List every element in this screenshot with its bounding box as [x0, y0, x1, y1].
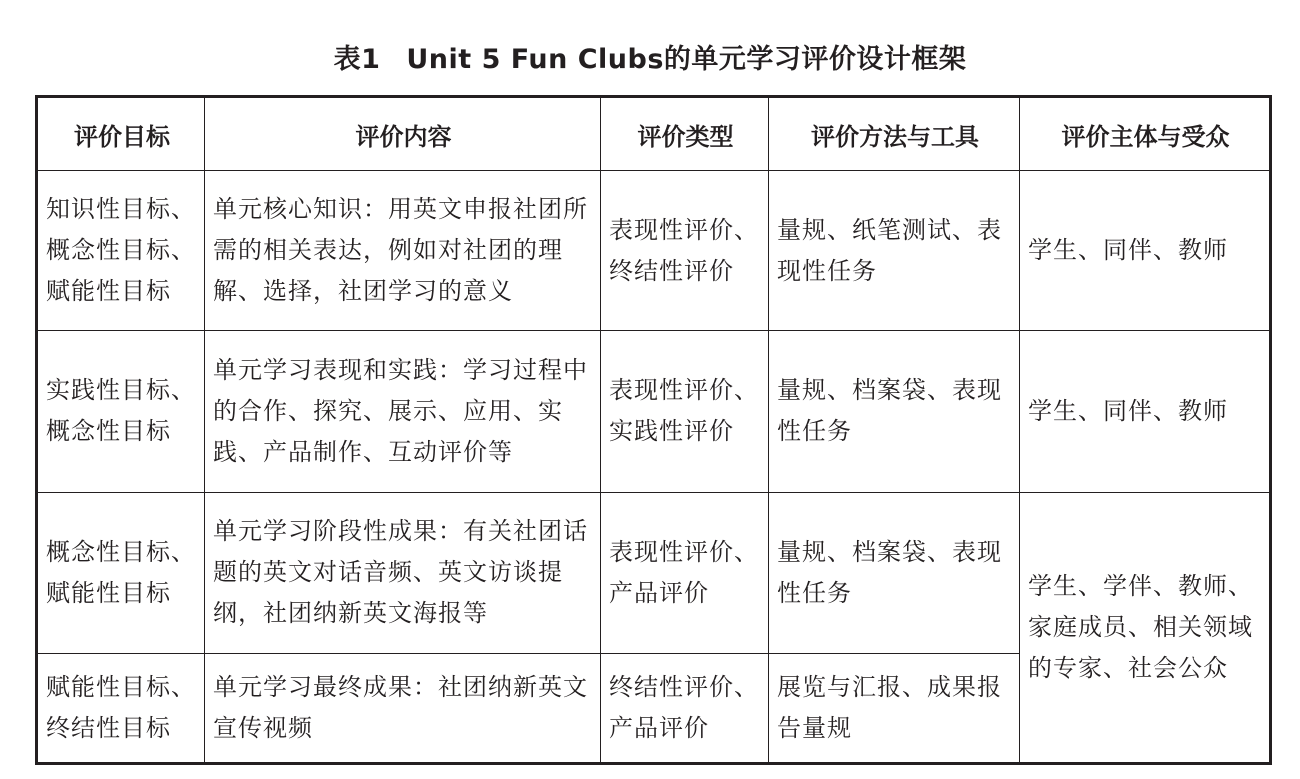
cell-type: 表现性评价、实践性评价 [601, 331, 769, 492]
cell-method: 展览与汇报、成果报告量规 [769, 653, 1020, 763]
header-subject: 评价主体与受众 [1020, 97, 1271, 171]
header-goal: 评价目标 [37, 97, 205, 171]
cell-content: 单元学习表现和实践：学习过程中的合作、探究、展示、应用、实践、产品制作、互动评价等 [205, 331, 601, 492]
evaluation-framework-table [35, 95, 1272, 765]
table-row [37, 331, 1271, 492]
table-caption [0, 40, 1300, 80]
cell-type: 表现性评价、产品评价 [601, 492, 769, 653]
cell-subject: 学生、同伴、教师 [1020, 171, 1271, 331]
cell-subject: 学生、同伴、教师 [1020, 331, 1271, 492]
cell-goal: 实践性目标、概念性目标 [37, 331, 205, 492]
cell-content: 单元核心知识：用英文申报社团所需的相关表达，例如对社团的理解、选择，社团学习的意义 [205, 171, 601, 331]
cell-goal: 概念性目标、赋能性目标 [37, 492, 205, 653]
cell-type: 表现性评价、终结性评价 [601, 171, 769, 331]
table-title: Unit 5 Fun Clubs的单元学习评价设计框架 [406, 44, 967, 75]
cell-goal: 知识性目标、概念性目标、赋能性目标 [37, 171, 205, 331]
cell-goal: 赋能性目标、终结性目标 [37, 653, 205, 763]
header-method: 评价方法与工具 [769, 97, 1020, 171]
cell-method: 量规、档案袋、表现性任务 [769, 331, 1020, 492]
cell-method: 量规、档案袋、表现性任务 [769, 492, 1020, 653]
cell-content: 单元学习阶段性成果：有关社团话题的英文对话音频、英文访谈提纲，社团纳新英文海报等 [205, 492, 601, 653]
table-number: 表1 [333, 44, 381, 75]
header-content: 评价内容 [205, 97, 601, 171]
cell-subject-merged: 学生、学伴、教师、家庭成员、相关领域的专家、社会公众 [1020, 492, 1271, 763]
cell-type: 终结性评价、产品评价 [601, 653, 769, 763]
cell-content: 单元学习最终成果：社团纳新英文宣传视频 [205, 653, 601, 763]
table-row [37, 171, 1271, 331]
cell-method: 量规、纸笔测试、表现性任务 [769, 171, 1020, 331]
header-row [37, 97, 1271, 171]
header-type: 评价类型 [601, 97, 769, 171]
table-row [37, 492, 1271, 653]
